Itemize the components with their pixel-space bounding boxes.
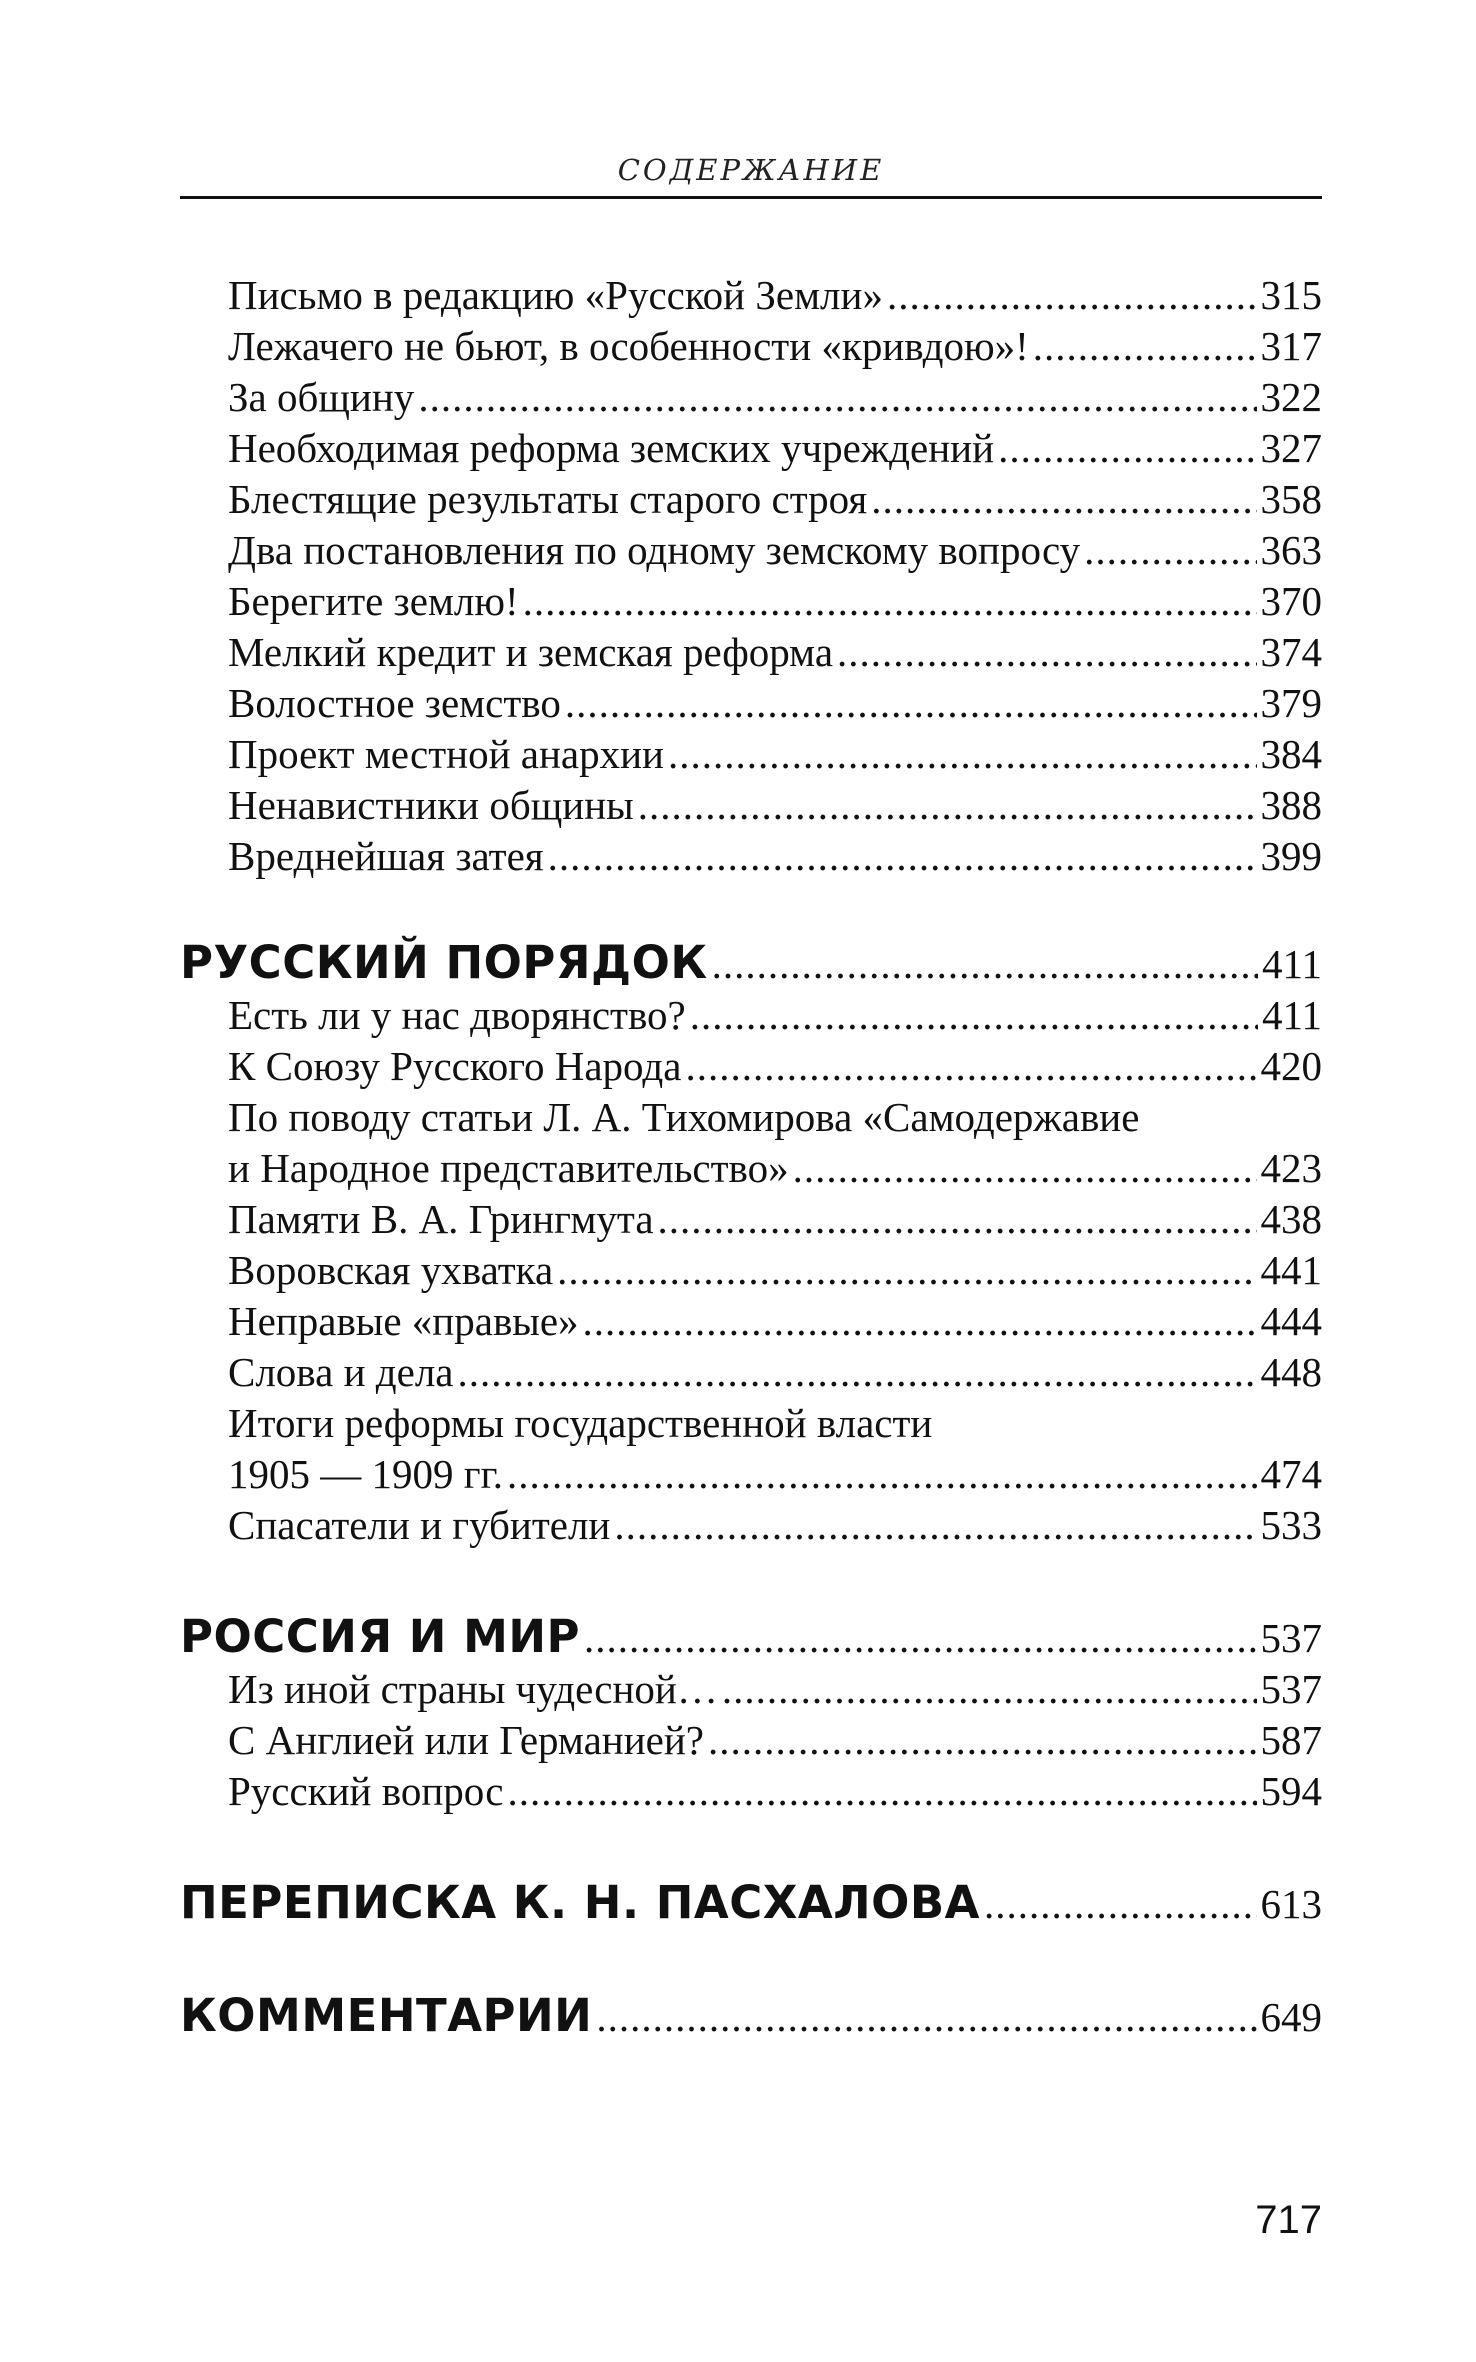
toc-section-page: 613 [1260,1881,1322,1927]
dot-leader [708,1715,1256,1766]
toc-entry-title: Итоги реформы государственной власти [228,1400,933,1446]
toc-entry-title: Спасатели и губители [228,1502,611,1548]
toc-entry [180,1664,1322,1715]
toc-entry-page: 594 [1260,1768,1322,1814]
dot-leader [712,939,1258,990]
dot-leader [793,1143,1257,1194]
toc-entry-page: 420 [1260,1043,1322,1089]
toc-entry [180,1347,1322,1398]
toc-entry-title: Волостное земство [228,680,561,726]
toc-entry-title: Лежачего не бьют, в особенности «кривдою»! [228,323,1029,369]
dot-leader [668,729,1257,780]
toc-entry [180,576,1322,627]
dot-leader [457,1347,1256,1398]
dot-leader [887,270,1257,321]
toc-entry-page: 384 [1260,731,1322,777]
toc-section-rossiya-i-mir [180,1611,1322,1664]
toc-entry-title: Воровская ухватка [228,1247,554,1293]
toc-entry-page: 533 [1260,1502,1322,1548]
toc-entry-title: Блестящие результаты старого строя [228,476,868,522]
toc-entry [180,990,1322,1041]
dot-leader [685,1041,1256,1092]
toc-entry-title: Берегите землю! [228,578,519,624]
dot-leader [508,1766,1257,1817]
dot-leader [1084,525,1256,576]
dot-leader [583,1296,1257,1347]
toc-entry-page: 448 [1260,1349,1322,1395]
toc-entry [180,1449,1322,1500]
toc-section-page: 649 [1260,1994,1322,2040]
toc-entry-title: Русский вопрос [228,1768,504,1814]
toc-entry-page: 411 [1262,992,1322,1038]
dot-leader [871,474,1256,525]
toc-entry [180,525,1322,576]
toc-entry [180,321,1322,372]
toc-entry-page: 399 [1260,833,1322,879]
toc-entry [180,474,1322,525]
dot-leader [584,1613,1256,1664]
toc-entry-title: Необходимая реформа земских учреждений [228,425,995,471]
dot-leader [658,1194,1257,1245]
toc-entry-page: 322 [1260,374,1322,420]
toc-entry-page: 587 [1260,1717,1322,1763]
toc-entry [180,1296,1322,1347]
toc-entry-title: С Англией или Германией? [228,1717,705,1763]
toc-section-perepiska [180,1877,1322,1930]
toc-entry-line1 [180,1092,1322,1143]
toc-entry [180,270,1322,321]
toc-entry-title: Письмо в редакцию «Русской Земли» [228,272,883,318]
toc-entry-title-cont: 1905 — 1909 гг. [228,1451,504,1497]
toc-entry-title: Мелкий кредит и земская реформа [228,629,834,675]
dot-leader [507,1449,1256,1500]
toc-section-title: РОССИЯ И МИР [180,1610,581,1663]
toc-entry [180,729,1322,780]
dot-leader [984,1879,1257,1930]
toc-entry-line1 [180,1398,1322,1449]
toc-section-russkiy-poryadok [180,937,1322,990]
toc-entry-title: К Союзу Русского Народа [228,1043,682,1089]
toc-entry-title: Памяти В. А. Грингмута [228,1196,654,1242]
toc-entry [180,1245,1322,1296]
toc-entry [180,780,1322,831]
toc-entry-page: 441 [1260,1247,1322,1293]
toc-entry [180,831,1322,882]
toc-entry-page: 370 [1260,578,1322,624]
toc-entry-title: Есть ли у нас дворянство? [228,992,686,1038]
dot-leader [557,1245,1256,1296]
toc-entry [180,1500,1322,1551]
toc-entry [180,1715,1322,1766]
toc-entry [180,372,1322,423]
table-of-contents [180,270,1322,2043]
toc-entry-page: 423 [1260,1145,1322,1191]
dot-leader [548,831,1257,882]
dot-leader [690,990,1258,1041]
header-rule [180,196,1322,199]
toc-entry-title: За общину [228,374,415,420]
toc-entry-page: 537 [1260,1666,1322,1712]
dot-leader [837,627,1256,678]
toc-entry-page: 474 [1260,1451,1322,1497]
dot-leader [523,576,1257,627]
dot-leader [1033,321,1257,372]
toc-entry-title-cont: и Народное представительство» [228,1145,789,1191]
toc-entry-title: Два постановления по одному земскому вопросу [228,527,1081,573]
dot-leader [998,423,1256,474]
toc-entry-page: 444 [1260,1298,1322,1344]
toc-entry-page: 438 [1260,1196,1322,1242]
dot-leader [565,678,1257,729]
page-number: 717 [1255,2198,1322,2242]
toc-entry-title: Из иной страны чудесной… [228,1666,718,1712]
running-head: СОДЕРЖАНИЕ [617,153,885,187]
toc-entry [180,627,1322,678]
toc-entry-title: По поводу статьи Л. А. Тихомирова «Самодержавие [228,1094,1140,1140]
toc-section-title: ПЕРЕПИСКА К. Н. ПАСХАЛОВА [180,1876,980,1929]
toc-section-page: 537 [1260,1615,1322,1661]
toc-entry-page: 317 [1260,323,1322,369]
toc-entry-page: 358 [1260,476,1322,522]
toc-entry-title: Неправые «правые» [228,1298,579,1344]
dot-leader [722,1664,1257,1715]
toc-entry [180,1194,1322,1245]
toc-section-title: РУССКИЙ ПОРЯДОК [180,936,708,989]
toc-entry [180,1041,1322,1092]
toc-entry-title: Ненавистники общины [228,782,634,828]
toc-section-title: КОММЕНТАРИИ [180,1989,593,2042]
toc-entry-page: 388 [1260,782,1322,828]
toc-section-kommentarii [180,1990,1322,2043]
toc-entry [180,678,1322,729]
toc-entry [180,1143,1322,1194]
dot-leader [614,1500,1256,1551]
toc-entry-title: Вреднейшая затея [228,833,544,879]
dot-leader [638,780,1257,831]
dot-leader [418,372,1256,423]
toc-entry-page: 379 [1260,680,1322,726]
toc-entry-title: Проект местной анархии [228,731,664,777]
toc-entry-page: 327 [1260,425,1322,471]
toc-entry-title: Слова и дела [228,1349,454,1395]
toc-section-page: 411 [1262,941,1322,987]
toc-entry-page: 315 [1260,272,1322,318]
dot-leader [596,1992,1256,2043]
toc-entry [180,423,1322,474]
toc-entry-page: 374 [1260,629,1322,675]
toc-entry-page: 363 [1260,527,1322,573]
toc-entry [180,1766,1322,1817]
